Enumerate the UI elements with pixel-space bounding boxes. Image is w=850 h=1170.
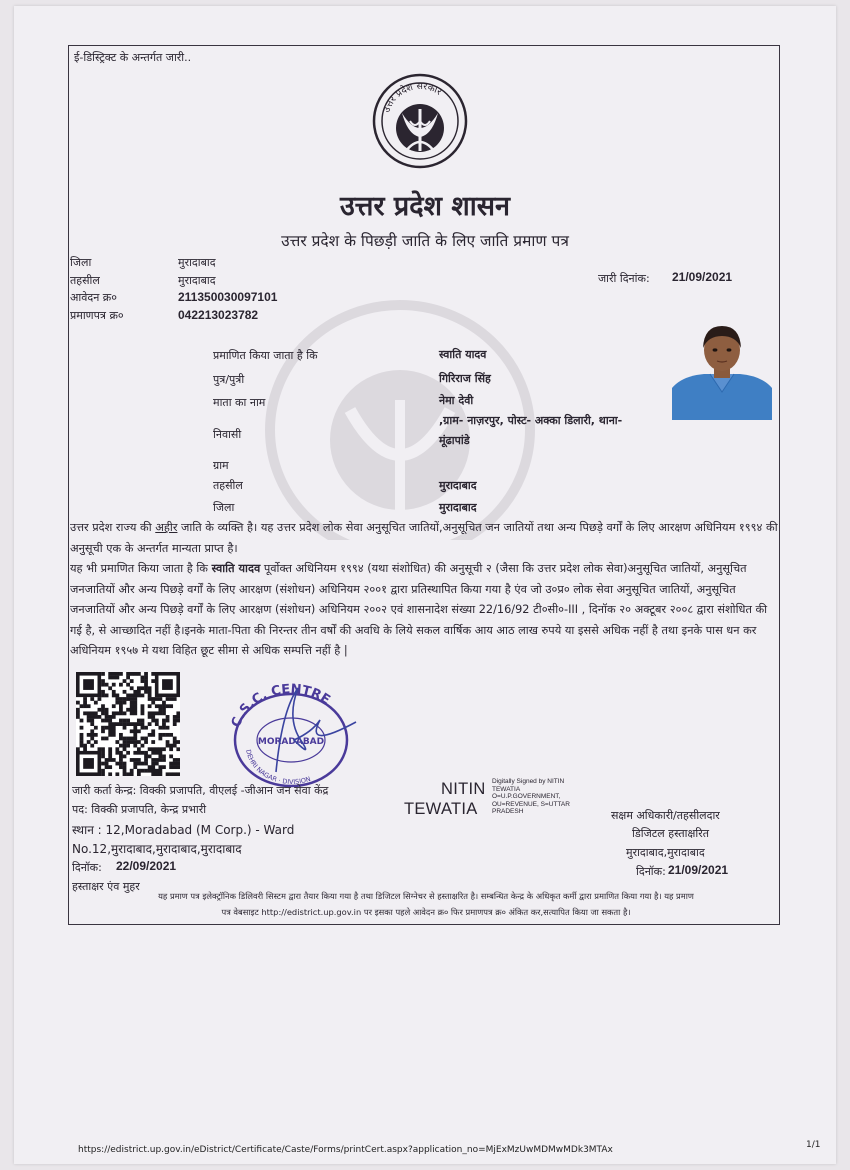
page-title: उत्तर प्रदेश शासन bbox=[340, 191, 510, 222]
csc-centre-stamp bbox=[216, 680, 366, 790]
application-number: 211350030097101 bbox=[178, 290, 278, 304]
person-district-value: मुरादाबाद bbox=[439, 501, 477, 514]
signature-detail-line: TEWATIA bbox=[492, 785, 521, 793]
caste-name: अहीर bbox=[155, 521, 178, 534]
eligibility-paragraph bbox=[70, 559, 778, 662]
qr-code bbox=[76, 672, 180, 776]
issuer-date-value: 22/09/2021 bbox=[116, 859, 177, 873]
svg-text:उत्तर प्रदेश सरकार: उत्तर प्रदेश सरकार bbox=[381, 80, 444, 115]
page-subtitle: उत्तर प्रदेश के पिछड़ी जाति के लिए जाति प्रमाण पत्र bbox=[281, 232, 569, 250]
caste-paragraph-text-2: जाति के व्यक्ति है। यह उत्तर प्रदेश लोक सेवा अनुसूचित जातियों,अनुसूचित जन जातियों तथा अन्य पिछड़े वर्गों के लिए आरक्षण अधिनियम १९९४ की अनुसूची एक के अन्तर्गत मान्यता प्राप्त है। bbox=[70, 521, 778, 555]
footnote-line-1: यह प्रमाण पत्र इलेक्ट्रॉनिक डिलिवरी सिस्टम द्वारा तैयार किया गया है तथा डिजिटल सिग्नेचर से हस्ताक्षरित है। सम्बन्धित केन्द्र के अधिकृत कर्मी द्वारा प्रमाणित किया गया है। यह प्रमाण bbox=[158, 891, 694, 901]
certificate-number: 042213023782 bbox=[178, 308, 259, 322]
signature-detail-line: PRADESH bbox=[492, 808, 524, 815]
person-district-label: जिला bbox=[213, 501, 235, 514]
father-name: गिरिराज सिंह bbox=[439, 372, 491, 385]
person-tehsil-value: मुरादाबाद bbox=[439, 479, 477, 492]
address-line-2: मूंढापांडे bbox=[439, 434, 470, 447]
up-emblem-logo bbox=[372, 73, 468, 169]
signature-detail-line: OU=REVENUE, S=UTTAR bbox=[492, 800, 570, 808]
issuer-post: पद: विक्की प्रजापति, केन्द्र प्रभारी bbox=[72, 803, 207, 816]
svg-text:DEHRI NAGAR · DIVISION: DEHRI NAGAR · DIVISION bbox=[244, 748, 312, 787]
mother-name: नेमा देवी bbox=[439, 394, 474, 407]
person-name: स्वाति यादव bbox=[439, 348, 487, 361]
authority-designation: सक्षम अधिकारी/तहसीलदार bbox=[611, 809, 720, 822]
tehsil-value: मुरादाबाद bbox=[178, 274, 216, 287]
issuing-center: जारी कर्ता केन्द्र: विक्की प्रजापति, वीएलई -जीआन जन सेवा केंद्र bbox=[72, 784, 329, 797]
eligibility-paragraph-text-1: यह भी प्रमाणित किया जाता है कि bbox=[70, 562, 212, 575]
caste-paragraph bbox=[70, 518, 778, 559]
authority-digital-signed: डिजिटल हस्ताक्षरित bbox=[632, 827, 709, 840]
village-label: ग्राम bbox=[213, 459, 229, 472]
issue-date-value: 21/09/2021 bbox=[672, 270, 733, 284]
issuer-date-label: दिनॉक: bbox=[72, 861, 102, 874]
resident-label: निवासी bbox=[213, 428, 242, 441]
tehsil-label: तहसील bbox=[70, 274, 100, 287]
address-line-1: ,ग्राम- नाज़रपुर, पोस्ट- अक्का डिलारी, थाना- bbox=[439, 414, 623, 427]
header-note: ई-डिस्ट्रिक्ट के अन्तर्गत जारी.. bbox=[74, 51, 192, 64]
print-url: https://edistrict.up.gov.in/eDistrict/Certificate/Caste/Forms/printCert.aspx?application_no=MjExMzUwMDMwMDk3MTAx bbox=[78, 1145, 613, 1155]
application-label: आवेदन क्र० bbox=[70, 291, 117, 304]
authority-date-label: दिनॉक: bbox=[636, 865, 666, 878]
authority-location: मुरादाबाद,मुरादाबाद bbox=[626, 846, 705, 859]
signature-detail-line: O=U.P.GOVERNMENT, bbox=[492, 793, 561, 800]
applicant-photo bbox=[672, 322, 772, 420]
signer-last-name: TEWATIA bbox=[404, 800, 478, 818]
issuer-place-line-2: No.12,मुरादाबाद,मुरादाबाद,मुरादाबाद bbox=[72, 842, 242, 856]
issuer-signature-label: हस्ताक्षर एंव मुहर bbox=[72, 880, 140, 893]
person-tehsil-label: तहसील bbox=[213, 479, 243, 492]
eligibility-person-name: स्वाति यादव bbox=[211, 562, 261, 575]
page-number: 1/1 bbox=[806, 1140, 821, 1150]
eligibility-paragraph-text-2: पूर्वोक्त अधिनियम १९९४ (यथा संशोधित) की अनुसूची २ (जैसा कि उत्तर प्रदेश लोक सेवा)अनुसूचित जातियों, अनुसूचित जनजातियों और अन्य पिछड़े वर्गों के लिए आरक्षण (संशोधन) अधिनियम २००१ द्वारा प्रतिस्थापित किया गया है एंव जो उ०प्र० लोक सेवा अनुसूचित जातियों, अनुसूचित जनजातियों और अन्य पिछड़े वर्गों के लिए आरक्षण (संशोधन) अधिनियम २००२ एवं शासनादेश संख्या 22/16/92 टी०सी०-III , दिनॉक २० अक्टूबर २००८ द्वारा संशोधित की गई है, से आच्छादित नहीं है।इनके माता-पिता की निरन्तर तीन वर्षों की अवधि के लिये सकल वार्षिक आय आठ लाख रुपये या इससे अधिक नहीं है तथा इनके पास धन कर अधिनियम १९५७ मे यथा विहित छूट सीमा से अधिक सम्पत्ति नहीं है | bbox=[70, 562, 768, 657]
verification-footnote bbox=[70, 888, 782, 920]
issuer-place-line-1: स्थान : 12,Moradabad (M Corp.) - Ward bbox=[72, 823, 295, 837]
digital-signature-details bbox=[492, 778, 570, 816]
district-value: मुरादाबाद bbox=[178, 256, 216, 269]
certificate-label: प्रमाणपत्र क्र० bbox=[70, 309, 124, 322]
district-label: जिला bbox=[70, 256, 92, 269]
svg-text:MORADABAD: MORADABAD bbox=[257, 737, 325, 747]
signature-detail-line: Digitally Signed by NITIN bbox=[492, 778, 565, 785]
issue-date-label: जारी दिनांक: bbox=[598, 272, 650, 285]
mother-label: माता का नाम bbox=[213, 396, 266, 409]
footnote-line-2: पत्र वेबसाइट http://edistrict.up.gov.in पर इसका पहले आवेदन क्र० फिर प्रमाणपत्र क्र० अंकित कर,सत्यापित किया जा सकता है। bbox=[221, 907, 631, 917]
certify-label: प्रमाणित किया जाता है कि bbox=[213, 349, 318, 362]
svg-text:C.S.C. CENTRE: C.S.C. CENTRE bbox=[228, 681, 333, 730]
caste-paragraph-text-1: उत्तर प्रदेश राज्य की bbox=[70, 521, 156, 534]
signer-first-name: NITIN bbox=[441, 780, 486, 798]
authority-date-value: 21/09/2021 bbox=[668, 863, 729, 877]
child-of-label: पुत्र/पुत्री bbox=[213, 373, 245, 386]
